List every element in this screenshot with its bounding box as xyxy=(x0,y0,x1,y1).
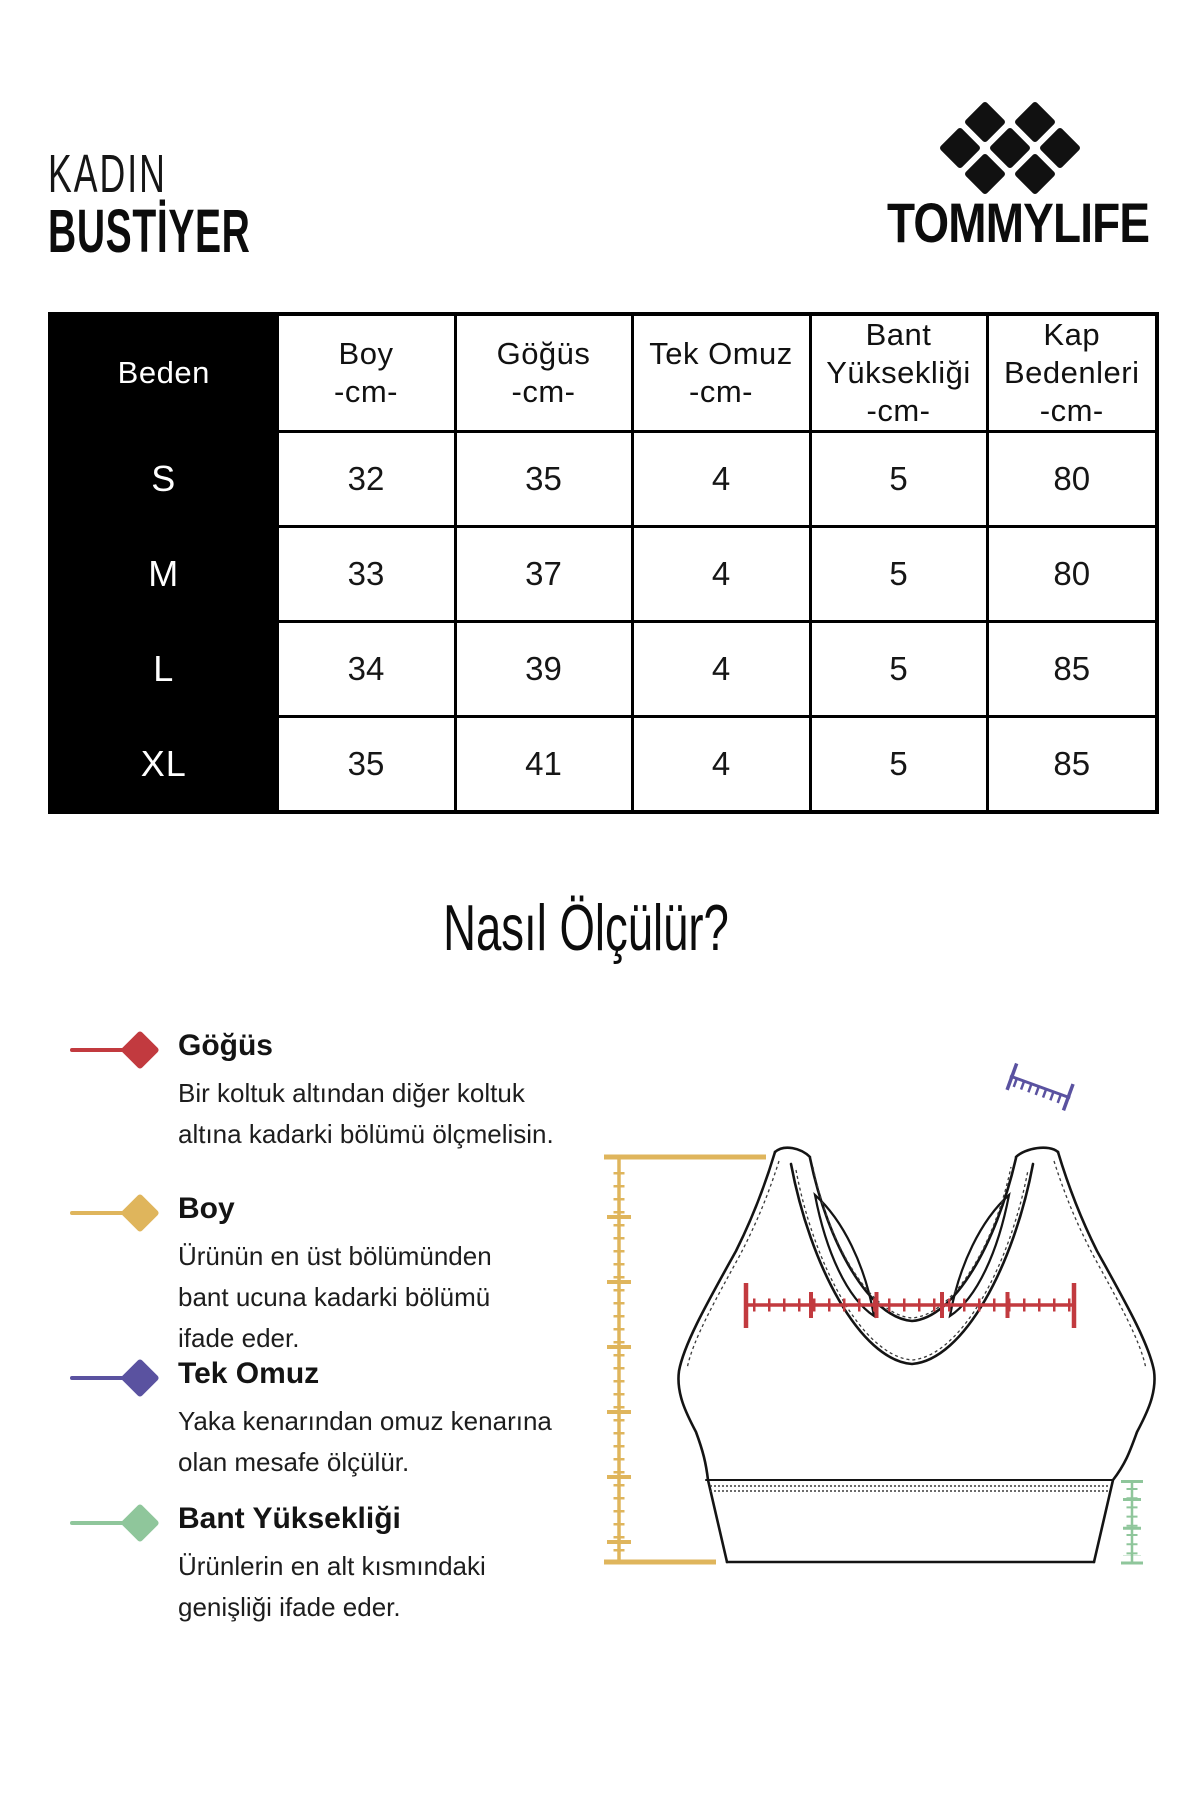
value-cell: 4 xyxy=(632,622,810,717)
diamond-icon xyxy=(120,1030,160,1070)
value-cell: 33 xyxy=(277,527,455,622)
column-header-boy: Boy -cm- xyxy=(277,314,455,432)
legend-description: Ürünün en üst bölümünden bant ucuna kadarki bölümü ifade eder. xyxy=(178,1241,492,1353)
legend-item-bant-yuksekligi xyxy=(64,1501,594,1628)
value-cell: 5 xyxy=(810,622,987,717)
product-title: BUSTİYER xyxy=(48,197,251,265)
value-cell: 4 xyxy=(632,432,810,527)
section-title: Nasıl Ölçülür? xyxy=(443,891,729,964)
brand-logo xyxy=(860,78,1160,268)
diamond-icon xyxy=(120,1193,160,1233)
value-cell: 35 xyxy=(455,432,632,527)
category-label: KADIN xyxy=(48,144,167,204)
size-label: L xyxy=(50,622,277,717)
legend-item-gogus xyxy=(64,1028,594,1155)
value-cell: 41 xyxy=(455,717,632,812)
column-header-beden: Beden xyxy=(50,314,277,432)
legend-title: Göğüs xyxy=(178,1029,273,1062)
column-header-tek-omuz: Tek Omuz -cm- xyxy=(632,314,810,432)
table-row-xl xyxy=(50,717,1157,812)
table-row-m xyxy=(50,527,1157,622)
tek-omuz-ruler xyxy=(1005,1063,1075,1111)
bra-outline xyxy=(678,1148,1154,1562)
column-header-kap-bedenleri: Kap Bedenleri -cm- xyxy=(987,314,1157,432)
value-cell: 37 xyxy=(455,527,632,622)
legend-description: Yaka kenarından omuz kenarına olan mesafe ölçülür. xyxy=(178,1406,552,1477)
value-cell: 32 xyxy=(277,432,455,527)
value-cell: 5 xyxy=(810,527,987,622)
legend-title: Tek Omuz xyxy=(178,1357,320,1390)
table-row-s xyxy=(50,432,1157,527)
stitch-lines xyxy=(687,1161,1146,1491)
legend-description: Ürünlerin en alt kısmındaki genişliği ifade eder. xyxy=(178,1551,486,1622)
size-table xyxy=(48,312,1159,814)
value-cell: 4 xyxy=(632,527,810,622)
size-label: S xyxy=(50,432,277,527)
value-cell: 5 xyxy=(810,432,987,527)
size-label: M xyxy=(50,527,277,622)
value-cell: 39 xyxy=(455,622,632,717)
table-row-l xyxy=(50,622,1157,717)
value-cell: 4 xyxy=(632,717,810,812)
bant-yuksekligi-ruler xyxy=(1121,1481,1143,1564)
table-header-row xyxy=(50,314,1157,432)
measurement-diagram xyxy=(560,1060,1180,1620)
value-cell: 85 xyxy=(987,622,1157,717)
diamond-icon xyxy=(120,1503,160,1543)
column-header-gogus: Göğüs -cm- xyxy=(455,314,632,432)
value-cell: 80 xyxy=(987,432,1157,527)
diamond-icon xyxy=(120,1358,160,1398)
legend-item-boy xyxy=(64,1191,594,1359)
legend-description: Bir koltuk altından diğer koltuk altına kadarki bölümü ölçmelisin. xyxy=(178,1078,554,1149)
size-label: XL xyxy=(50,717,277,812)
value-cell: 34 xyxy=(277,622,455,717)
value-cell: 5 xyxy=(810,717,987,812)
value-cell: 35 xyxy=(277,717,455,812)
legend-item-tek-omuz xyxy=(64,1356,594,1483)
value-cell: 85 xyxy=(987,717,1157,812)
brand-wordmark: TOMMYLIFE xyxy=(887,191,1150,254)
legend-title: Boy xyxy=(178,1192,235,1225)
boy-ruler xyxy=(604,1157,766,1562)
value-cell: 80 xyxy=(987,527,1157,622)
column-header-bant-yuksekligi: Bant Yüksekliği -cm- xyxy=(810,314,987,432)
legend-title: Bant Yüksekliği xyxy=(178,1502,401,1535)
